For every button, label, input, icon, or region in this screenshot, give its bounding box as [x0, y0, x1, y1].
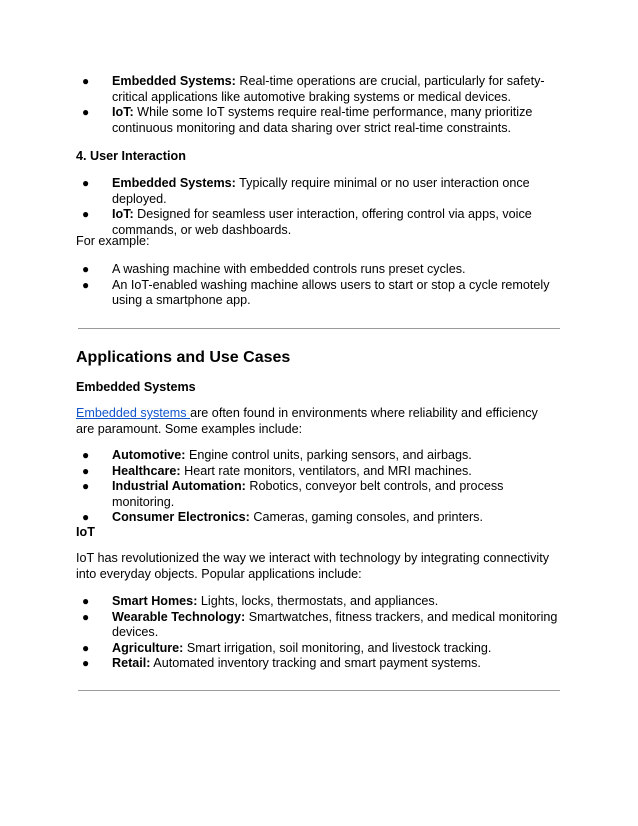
list-item-text: Typically require minimal or no user interaction once deployed.	[112, 176, 530, 206]
example-intro: For example:	[76, 234, 150, 248]
list-item-text: Robotics, conveyor belt controls, and process monitoring.	[112, 479, 504, 509]
list-item-text: Smart irrigation, soil monitoring, and livestock tracking.	[183, 640, 492, 655]
section-heading-user-interaction: 4. User Interaction	[76, 149, 186, 163]
list-item-label: Industrial Automation:	[112, 479, 246, 494]
list-item-label: Automotive:	[112, 448, 186, 462]
list-item-label: Consumer Electronics:	[112, 510, 250, 525]
list-item-label: Healthcare:	[112, 463, 181, 478]
list-item-label: Embedded Systems:	[112, 74, 236, 88]
list-item	[82, 464, 562, 480]
bullet-icon: ●	[82, 609, 90, 624]
iot-intro-paragraph: IoT has revolutionized the way we interact with technology by integrating connectivity into everyday objects. Popular applications include:	[76, 551, 549, 581]
bullet-icon: ●	[82, 207, 90, 222]
list-item-label: Agriculture:	[112, 640, 184, 655]
subheading-embedded-systems: Embedded Systems	[76, 380, 196, 394]
list-item-text: Lights, locks, thermostats, and appliances.	[197, 594, 439, 608]
embedded-systems-link[interactable]: Embedded systems	[76, 406, 191, 420]
list-item-label: Retail:	[112, 656, 151, 671]
list-item	[82, 656, 562, 672]
bullet-icon: ●	[82, 510, 90, 525]
list-item-text: Automated inventory tracking and smart payment systems.	[150, 656, 481, 671]
embedded-intro-paragraph	[76, 406, 556, 437]
bullet-icon: ●	[82, 640, 90, 655]
list-item-text: An IoT-enabled washing machine allows users to start or stop a cycle remotely using a smartphone app.	[112, 277, 550, 308]
list-item	[82, 74, 562, 105]
list-item-text: Cameras, gaming consoles, and printers.	[249, 510, 483, 525]
embedded-intro-text: are often found in environments where reliability and efficiency are paramount. Some examples include:	[76, 406, 538, 436]
horizontal-divider	[78, 328, 560, 329]
bullet-icon: ●	[82, 105, 90, 120]
list-item-label: Embedded Systems:	[112, 176, 236, 190]
list-item-label: Smart Homes:	[112, 594, 198, 608]
list-item-text: Designed for seamless user interaction, offering control via apps, voice commands, or web dashboards.	[112, 207, 532, 237]
bullet-icon: ●	[82, 277, 90, 292]
list-item	[82, 594, 562, 610]
list-item-text: A washing machine with embedded controls runs preset cycles.	[112, 262, 466, 276]
example-bullet-list	[82, 262, 562, 309]
list-item-label: Wearable Technology:	[112, 609, 246, 624]
bullet-icon: ●	[82, 176, 90, 190]
list-item-text: While some IoT systems require real-time performance, many prioritize continuous monitoring and data sharing over strict real-time constraints.	[112, 105, 533, 135]
list-item	[82, 176, 562, 207]
bullet-icon: ●	[82, 448, 90, 462]
section-heading-applications: Applications and Use Cases	[76, 349, 291, 366]
subheading-iot: IoT	[76, 525, 95, 539]
realtime-bullet-list	[82, 74, 562, 136]
list-item	[82, 262, 562, 278]
bullet-icon: ●	[82, 463, 90, 478]
horizontal-divider	[78, 690, 560, 691]
list-item-label: IoT:	[112, 207, 134, 222]
embedded-examples-bullet-list	[82, 448, 562, 526]
list-item	[82, 510, 562, 526]
list-item-label: IoT:	[112, 105, 134, 120]
list-item-text: Engine control units, parking sensors, and airbags.	[185, 448, 472, 462]
list-item	[82, 610, 562, 641]
list-item	[82, 278, 562, 309]
iot-examples-bullet-list	[82, 594, 562, 672]
list-item	[82, 105, 562, 136]
list-item-text: Heart rate monitors, ventilators, and MRI machines.	[180, 463, 472, 478]
list-item	[82, 448, 562, 464]
list-item	[82, 479, 562, 510]
list-item	[82, 641, 562, 657]
bullet-icon: ●	[82, 479, 90, 494]
list-item-text: Smartwatches, fitness trackers, and medical monitoring devices.	[112, 609, 558, 640]
bullet-icon: ●	[82, 594, 90, 608]
user-interaction-bullet-list	[82, 176, 562, 238]
bullet-icon: ●	[82, 656, 90, 671]
bullet-icon: ●	[82, 262, 90, 276]
bullet-icon: ●	[82, 74, 90, 88]
list-item-text: Real-time operations are crucial, particularly for safety-critical applications like automotive braking systems or medical devices.	[112, 74, 545, 104]
